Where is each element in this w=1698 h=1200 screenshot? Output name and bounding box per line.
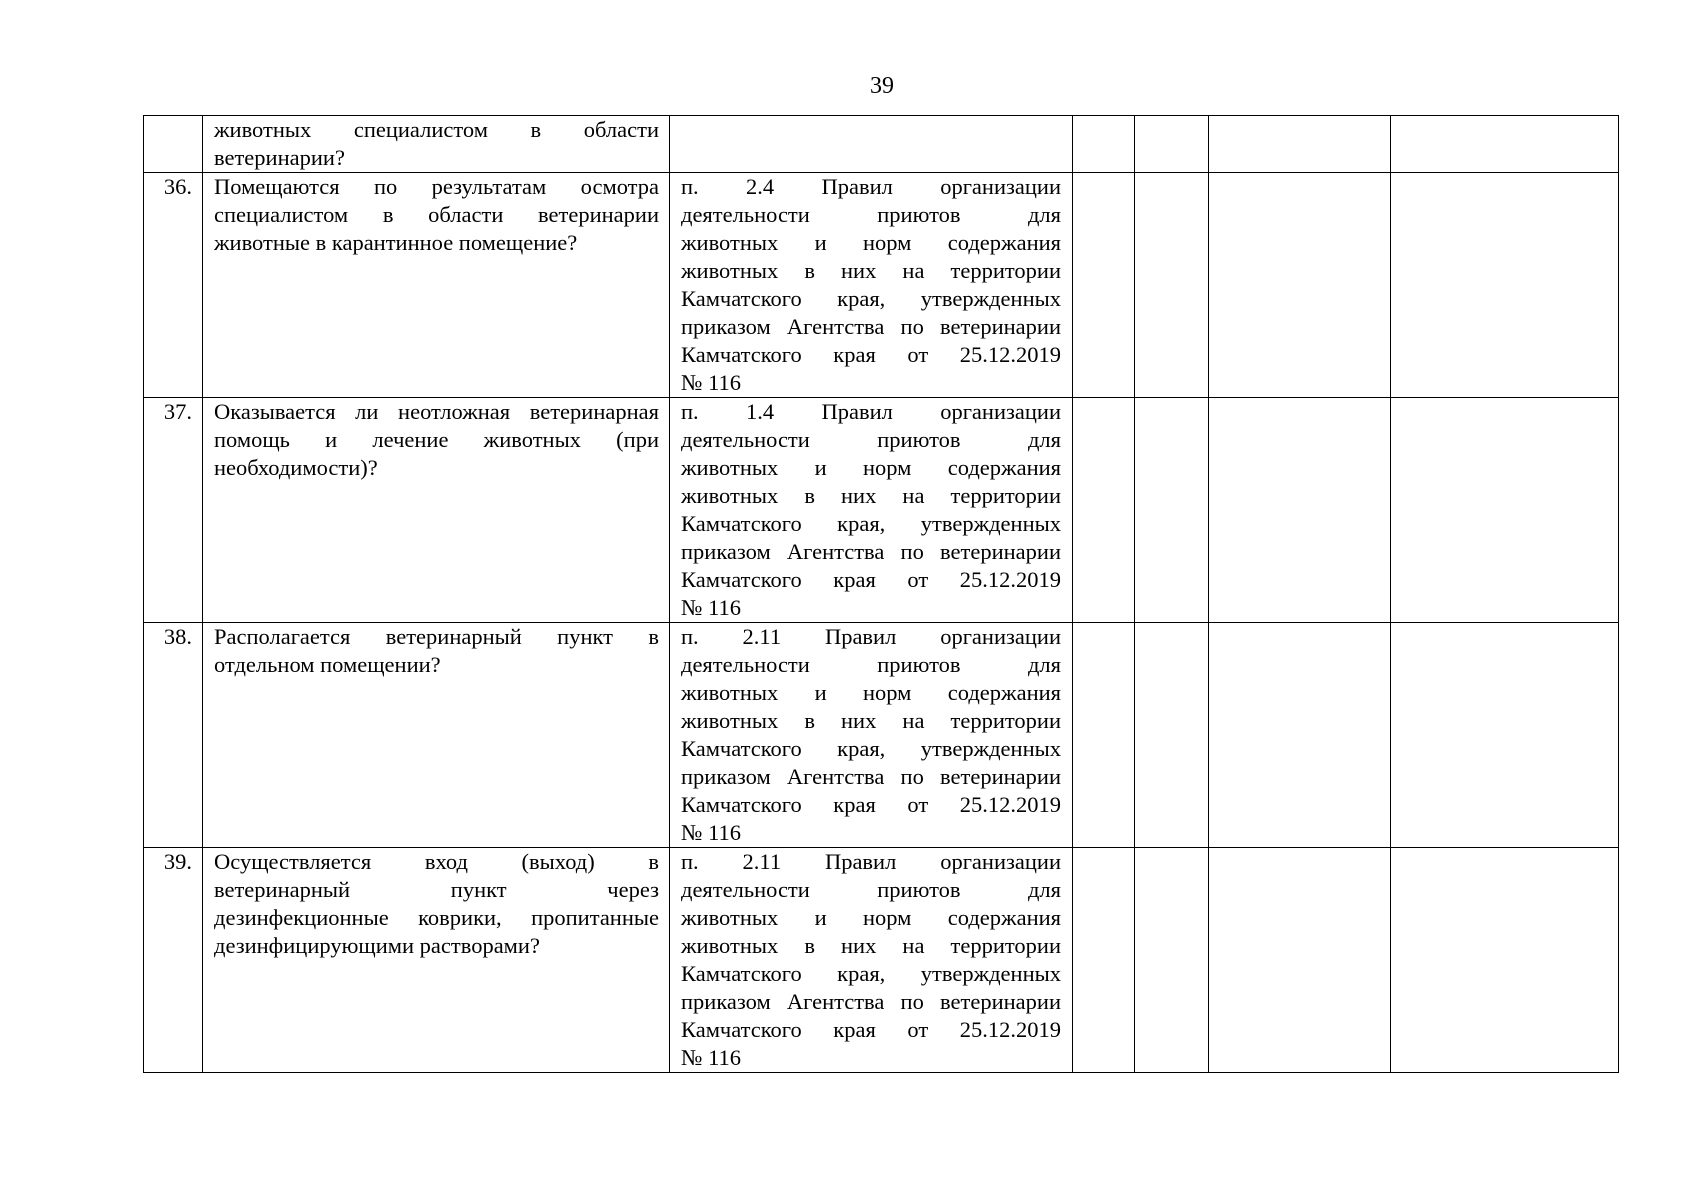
reference-cell-line: № 116 <box>681 820 742 845</box>
table-row <box>144 848 1619 1073</box>
notes-cell <box>1391 623 1619 848</box>
question-cell-line: помощь и лечение животных (при <box>214 427 659 452</box>
answer-yes-cell <box>1073 398 1135 623</box>
row-number: 36. <box>144 173 203 398</box>
reference-cell <box>670 116 1073 173</box>
answer-yes-cell <box>1073 173 1135 398</box>
reference-cell-line: п. 2.4 Правил организации <box>681 174 1061 199</box>
answer-yes-cell <box>1073 623 1135 848</box>
answer-no-cell <box>1135 398 1209 623</box>
reference-cell <box>670 623 1073 848</box>
table-body <box>144 116 1619 1073</box>
reference-cell-line: животных в них на территории <box>681 708 1061 733</box>
reference-cell-line: деятельности приютов для <box>681 427 1061 452</box>
reference-cell-line: Камчатского края, утвержденных <box>681 511 1061 536</box>
notes-cell <box>1391 848 1619 1073</box>
checklist-table <box>143 115 1619 1073</box>
reference-cell-line: животных и норм содержания <box>681 230 1061 255</box>
reference-cell-line: Камчатского края, утвержденных <box>681 961 1061 986</box>
question-cell-line: необходимости)? <box>214 455 378 480</box>
notes-cell <box>1391 173 1619 398</box>
question-cell <box>203 623 670 848</box>
reference-cell-line: животных и норм содержания <box>681 680 1061 705</box>
reference-cell <box>670 173 1073 398</box>
reference-cell-line: Камчатского края от 25.12.2019 <box>681 567 1061 592</box>
reference-cell-line: животных в них на территории <box>681 483 1061 508</box>
row-number: 37. <box>144 398 203 623</box>
not-applicable-cell <box>1209 623 1391 848</box>
question-cell-line: Помещаются по результатам осмотра <box>214 174 659 199</box>
question-cell-line: отдельном помещении? <box>214 652 441 677</box>
reference-cell-line: животных в них на территории <box>681 258 1061 283</box>
reference-cell-line: п. 2.11 Правил организации <box>681 624 1061 649</box>
reference-cell-line: деятельности приютов для <box>681 652 1061 677</box>
not-applicable-cell <box>1209 116 1391 173</box>
question-cell-line: специалистом в области ветеринарии <box>214 202 659 227</box>
reference-cell-line: деятельности приютов для <box>681 877 1061 902</box>
question-cell <box>203 173 670 398</box>
row-number <box>144 116 203 173</box>
question-cell-line: ветеринарный пункт через <box>214 877 659 902</box>
reference-cell-line: Камчатского края от 25.12.2019 <box>681 342 1061 367</box>
answer-no-cell <box>1135 116 1209 173</box>
notes-cell <box>1391 398 1619 623</box>
answer-no-cell <box>1135 173 1209 398</box>
reference-cell-line: приказом Агентства по ветеринарии <box>681 539 1061 564</box>
question-cell-line: животные в карантинное помещение? <box>214 230 578 255</box>
row-number: 39. <box>144 848 203 1073</box>
reference-cell-line: п. 2.11 Правил организации <box>681 849 1061 874</box>
reference-cell-line: животных в них на территории <box>681 933 1061 958</box>
page-number: 39 <box>870 73 894 99</box>
answer-no-cell <box>1135 623 1209 848</box>
not-applicable-cell <box>1209 848 1391 1073</box>
question-cell-line: Оказывается ли неотложная ветеринарная <box>214 399 659 424</box>
table-row <box>144 623 1619 848</box>
row-number: 38. <box>144 623 203 848</box>
reference-cell-line: приказом Агентства по ветеринарии <box>681 764 1061 789</box>
reference-cell-line: приказом Агентства по ветеринарии <box>681 989 1061 1014</box>
answer-yes-cell <box>1073 848 1135 1073</box>
reference-cell-line: Камчатского края от 25.12.2019 <box>681 792 1061 817</box>
reference-cell-line: животных и норм содержания <box>681 905 1061 930</box>
notes-cell <box>1391 116 1619 173</box>
question-cell-line: дезинфекционные коврики, пропитанные <box>214 905 659 930</box>
question-cell <box>203 398 670 623</box>
not-applicable-cell <box>1209 398 1391 623</box>
question-cell-line: животных специалистом в области <box>214 117 659 142</box>
reference-cell <box>670 848 1073 1073</box>
reference-cell-line: № 116 <box>681 370 742 395</box>
table-row <box>144 398 1619 623</box>
question-cell-line: Осуществляется вход (выход) в <box>214 849 659 874</box>
question-cell-line: ветеринарии? <box>214 145 345 170</box>
reference-cell-line: животных и норм содержания <box>681 455 1061 480</box>
question-cell <box>203 848 670 1073</box>
reference-cell-line: деятельности приютов для <box>681 202 1061 227</box>
reference-cell-line: п. 1.4 Правил организации <box>681 399 1061 424</box>
table-row <box>144 173 1619 398</box>
table-row <box>144 116 1619 173</box>
reference-cell-line: № 116 <box>681 595 742 620</box>
answer-yes-cell <box>1073 116 1135 173</box>
reference-cell-line: Камчатского края, утвержденных <box>681 736 1061 761</box>
question-cell-line: Располагается ветеринарный пункт в <box>214 624 659 649</box>
not-applicable-cell <box>1209 173 1391 398</box>
reference-cell-line: Камчатского края, утвержденных <box>681 286 1061 311</box>
question-cell <box>203 116 670 173</box>
reference-cell <box>670 398 1073 623</box>
answer-no-cell <box>1135 848 1209 1073</box>
reference-cell-line: Камчатского края от 25.12.2019 <box>681 1017 1061 1042</box>
question-cell-line: дезинфицирующими растворами? <box>214 933 540 958</box>
reference-cell-line: № 116 <box>681 1045 742 1070</box>
reference-cell-line: приказом Агентства по ветеринарии <box>681 314 1061 339</box>
